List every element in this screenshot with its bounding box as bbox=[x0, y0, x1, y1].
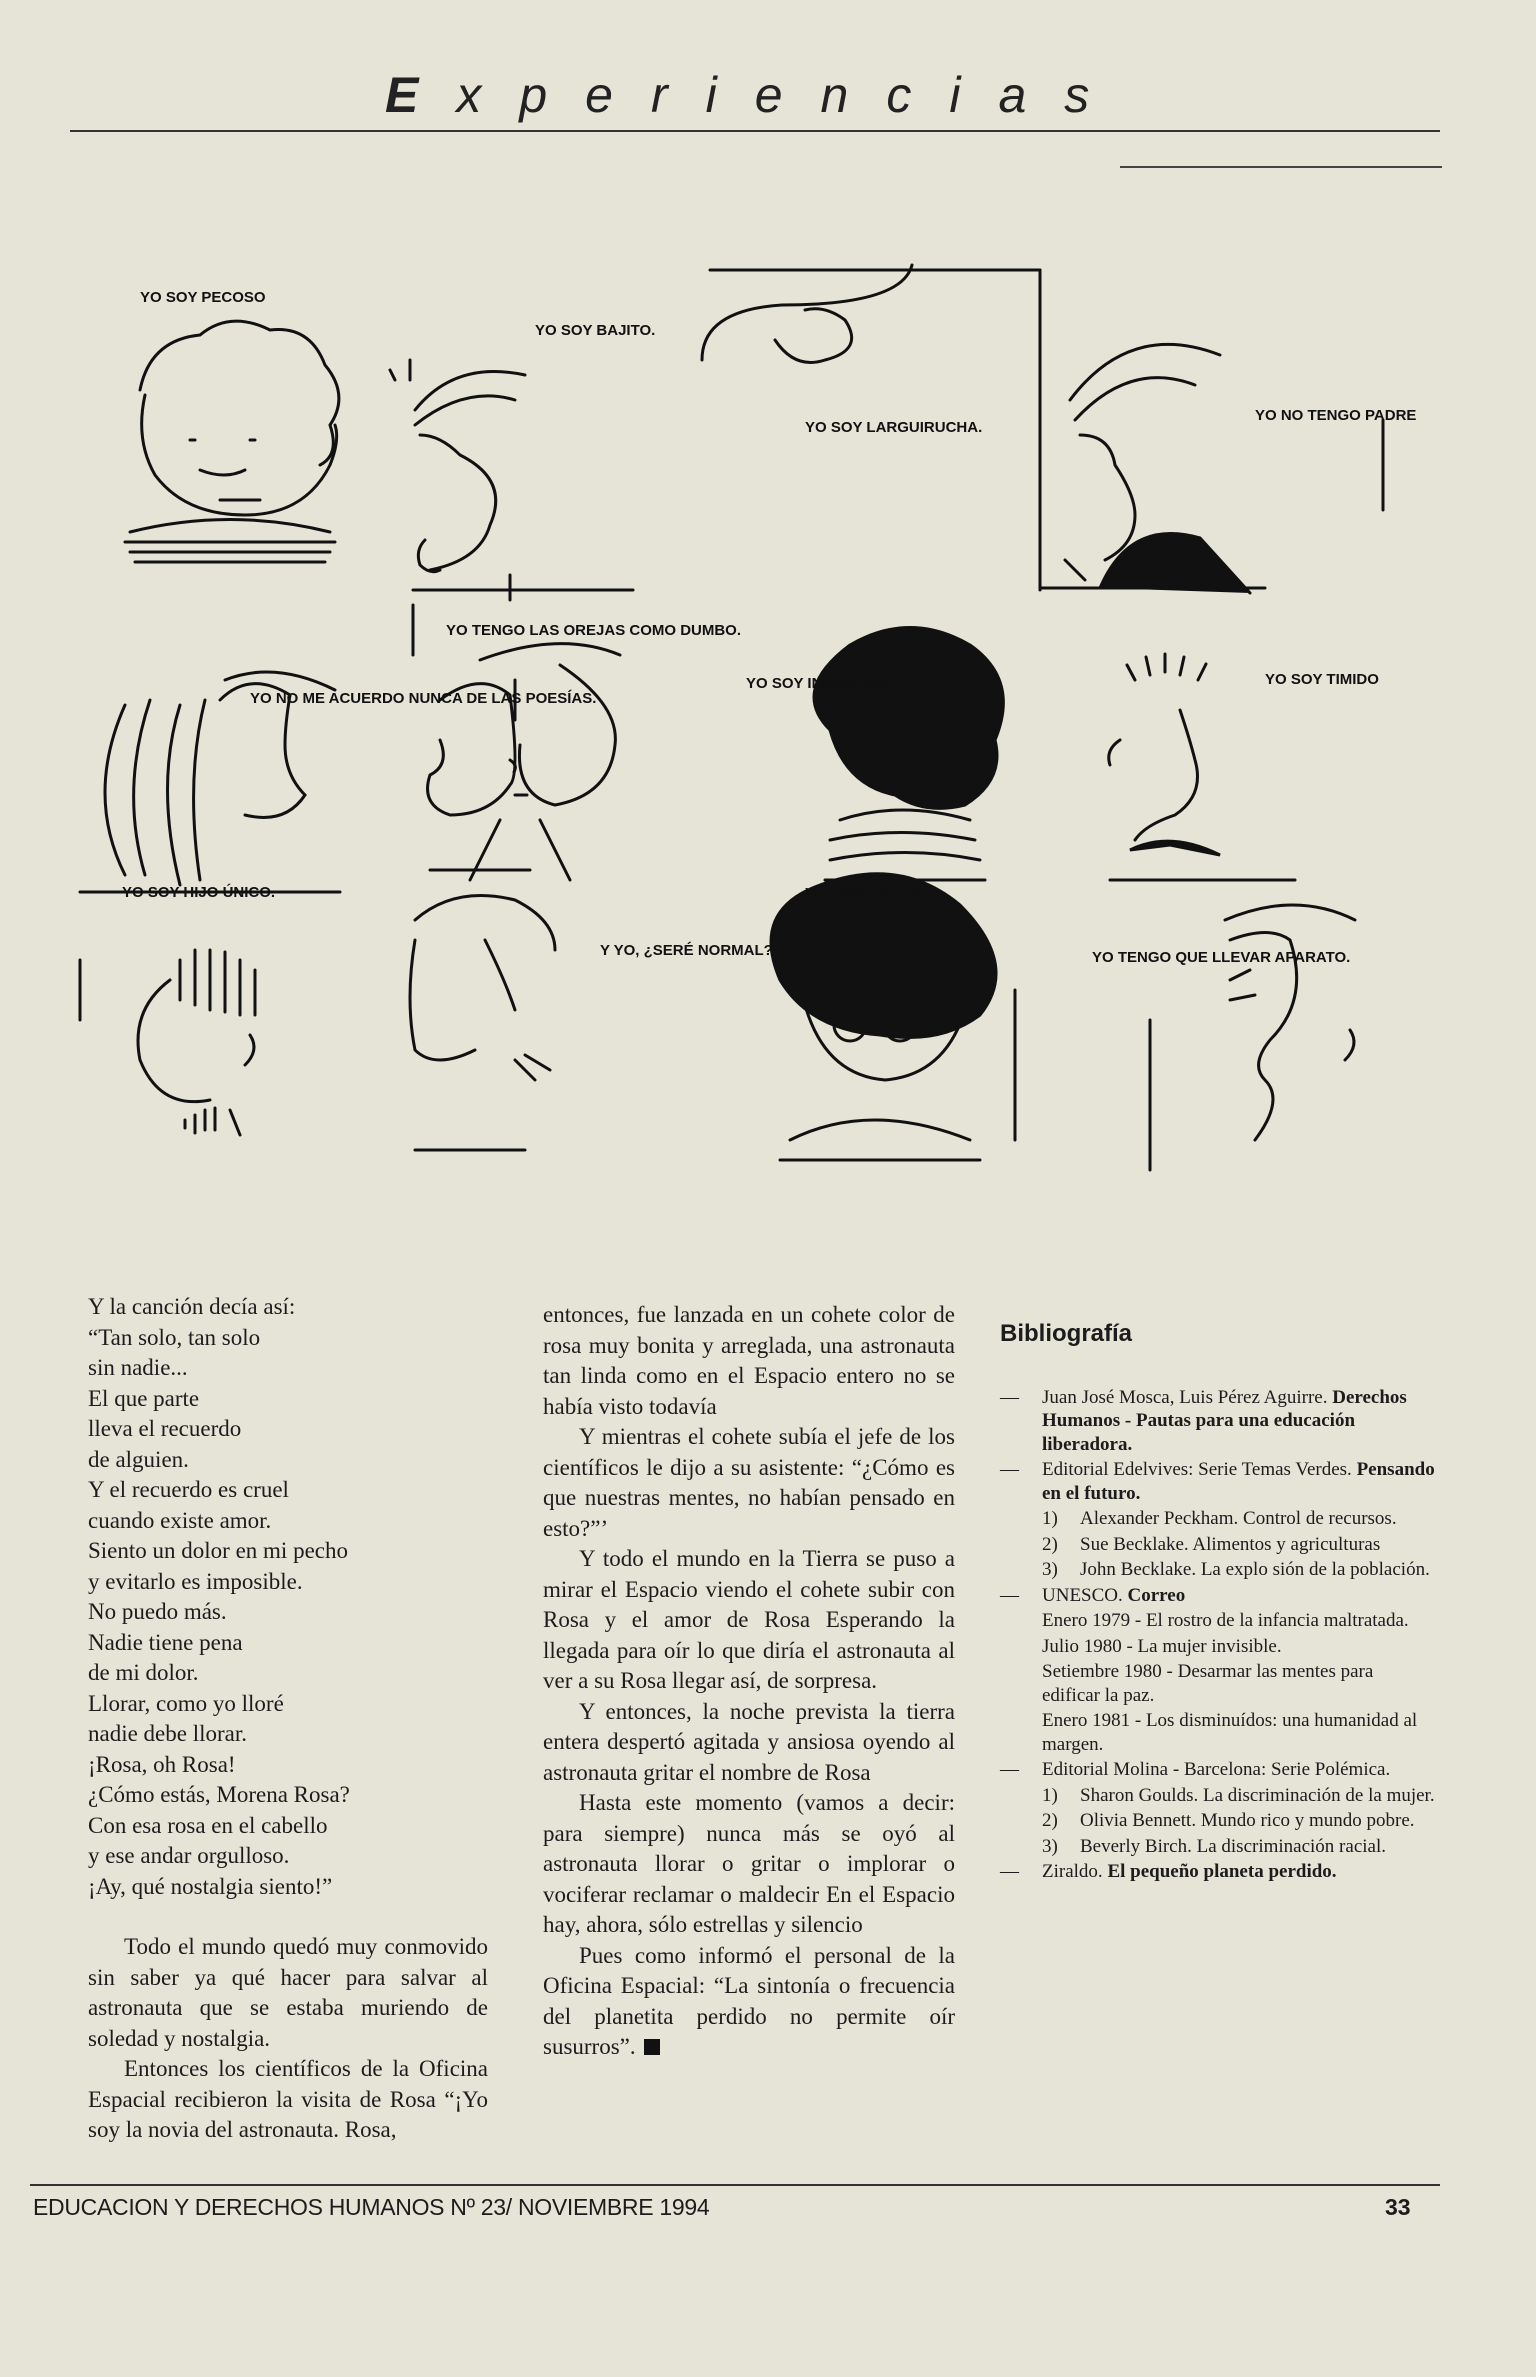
bibliography-list bbox=[1000, 1386, 1436, 1884]
entry-text: Setiembre 1980 - Desarmar las mentes para edificar la paz. bbox=[1042, 1661, 1374, 1706]
poem-line: y evitarlo es imposible. bbox=[88, 1568, 303, 1594]
bibliography-title: Bibliografía bbox=[1000, 1320, 1133, 1347]
comic-caption: YO SOY BAJITO. bbox=[535, 322, 656, 339]
bibliography-entry bbox=[1000, 1660, 1436, 1707]
entry-number: 3) bbox=[1042, 1559, 1058, 1580]
poem-line: ¡Rosa, oh Rosa! bbox=[88, 1751, 236, 1777]
entry-dash: — bbox=[1000, 1386, 1019, 1408]
entry-text: Olivia Bennett. Mundo rico y mundo pobre. bbox=[1080, 1810, 1415, 1831]
entry-title: El pequeño planeta perdido. bbox=[1107, 1861, 1337, 1882]
poem-line: Llorar, como yo lloré bbox=[88, 1690, 284, 1716]
comic-caption: YO SOY PECOSO bbox=[140, 289, 266, 306]
bibliography-entry bbox=[1000, 1835, 1436, 1859]
entry-dash: — bbox=[1000, 1584, 1019, 1606]
comic-caption: YO USO GAFAS. bbox=[805, 885, 924, 902]
paragraph: Y entonces, la noche prevista la tierra entera despertó agitada y ansiosa oyendo al astronauta gritar el nombre de Rosa bbox=[543, 1698, 955, 1785]
poem-line: El que parte bbox=[88, 1385, 200, 1411]
comic-panel-freckled-boy bbox=[125, 321, 339, 562]
entry-text: Ziraldo. bbox=[1042, 1861, 1103, 1882]
bibliography-entry bbox=[1000, 1458, 1436, 1505]
comic-panel-braces bbox=[1150, 905, 1355, 1170]
poem-line: nadie debe llorar. bbox=[88, 1721, 248, 1746]
entry-text: Enero 1979 - El rostro de la infancia maltratada. bbox=[1042, 1610, 1409, 1631]
comic-caption: YO TENGO QUE LLEVAR APARATO. bbox=[1092, 949, 1351, 966]
bibliography-entry bbox=[1000, 1584, 1436, 1608]
comic-strip bbox=[70, 260, 1460, 1180]
end-mark-icon bbox=[644, 2039, 660, 2055]
bibliography-entry bbox=[1000, 1758, 1436, 1782]
entry-number: 1) bbox=[1042, 1784, 1058, 1806]
bibliography-entry bbox=[1000, 1507, 1436, 1531]
bibliography-entry bbox=[1000, 1533, 1436, 1557]
poem-line: sin nadie... bbox=[88, 1355, 188, 1380]
header-rule-right bbox=[1120, 166, 1442, 168]
bibliography-entry bbox=[1000, 1558, 1436, 1582]
footer-rule bbox=[30, 2184, 1440, 2186]
entry-text: Editorial Molina - Barcelona: Serie Polémica. bbox=[1042, 1759, 1391, 1780]
entry-number: 3) bbox=[1042, 1835, 1058, 1857]
poem-line: ¡Ay, qué nostalgia siento!” bbox=[88, 1873, 333, 1899]
poem-line: “Tan solo, tan solo bbox=[88, 1324, 261, 1350]
paragraph: Y todo el mundo en la Tierra se puso a mirar el Espacio viendo el cohete subir con Rosa y el amor de Rosa Esperando la llegada para oír lo que diría el astronauta al ver a su Rosa llegar así, de sorpresa. bbox=[543, 1546, 955, 1693]
entry-dash: — bbox=[1000, 1861, 1019, 1882]
column-poem bbox=[88, 1292, 488, 2146]
column-story bbox=[543, 1300, 955, 2063]
entry-text: Alexander Peckham. Control de recursos. bbox=[1080, 1508, 1397, 1529]
entry-number: 2) bbox=[1042, 1533, 1058, 1555]
comic-panel-dumbo-ears bbox=[428, 644, 621, 880]
entry-text: Sharon Goulds. La discriminación de la mujer. bbox=[1080, 1784, 1435, 1806]
comic-panel-short-boy bbox=[390, 360, 525, 600]
header-rule bbox=[70, 130, 1440, 132]
poem-line: Y el recuerdo es cruel bbox=[88, 1477, 289, 1502]
poem-line: Nadie tiene pena bbox=[88, 1629, 243, 1655]
comic-caption: YO SOY TIMIDO bbox=[1265, 671, 1379, 688]
bibliography-entry bbox=[1000, 1709, 1436, 1756]
paragraph: entonces, fue lanzada en un cohete color de rosa muy bonita y arreglada, una astronauta tan linda como en el Espacio entero no se había visto todavía bbox=[543, 1302, 955, 1419]
entry-text: John Becklake. La explo sión de la población. bbox=[1080, 1559, 1430, 1580]
entry-title: Pensando en el futuro. bbox=[1042, 1459, 1435, 1504]
bibliography-entry bbox=[1000, 1784, 1436, 1808]
entry-number: 2) bbox=[1042, 1810, 1058, 1831]
paragraph: Hasta este momento (vamos a decir: para siempre) nunca más se oyó al astronauta llorar o gritar o implorar o vociferar reclamar o maldecir En el Espacio hay, ahora, sólo estrellas y silencio bbox=[543, 1790, 955, 1937]
bibliography-entry bbox=[1000, 1809, 1436, 1833]
paragraph: Entonces los científicos de la Oficina Espacial recibieron la visita de Rosa “¡Yo soy la novia del astronauta. Rosa, bbox=[88, 2056, 488, 2142]
page-number: 33 bbox=[1385, 2194, 1411, 2220]
bibliography bbox=[1000, 1322, 1436, 1886]
comic-panel-glasses bbox=[771, 874, 996, 1160]
poem-line: lleva el recuerdo bbox=[88, 1416, 242, 1441]
poem-line: ¿Cómo estás, Morena Rosa? bbox=[88, 1782, 350, 1807]
comic-panel-immigrant bbox=[814, 628, 1003, 881]
entry-text: UNESCO. bbox=[1042, 1584, 1123, 1606]
section-title: Experiencias bbox=[385, 67, 1128, 123]
comic-caption: YO SOY INMIGRANTE bbox=[746, 675, 903, 692]
poem-line: y ese andar orgulloso. bbox=[88, 1843, 290, 1868]
poem-line: de alguien. bbox=[88, 1446, 189, 1472]
poem-line: de mi dolor. bbox=[88, 1660, 199, 1685]
entry-text: Sue Becklake. Alimentos y agriculturas bbox=[1080, 1533, 1381, 1555]
poem bbox=[88, 1292, 488, 1902]
poem-line: cuando existe amor. bbox=[88, 1507, 272, 1533]
comic-panel-only-child bbox=[80, 950, 255, 1135]
entry-text: Juan José Mosca, Luis Pérez Aguirre. bbox=[1042, 1386, 1328, 1408]
comic-caption: YO NO ME ACUERDO NUNCA DE LAS POESÍAS. bbox=[250, 690, 597, 707]
entry-text: Editorial Edelvives: Serie Temas Verdes. bbox=[1042, 1459, 1352, 1480]
poem-line: Siento un dolor en mi pecho bbox=[88, 1538, 348, 1563]
bibliography-entry bbox=[1000, 1860, 1436, 1884]
entry-text: Julio 1980 - La mujer invisible. bbox=[1042, 1635, 1282, 1657]
bibliography-entry bbox=[1000, 1609, 1436, 1633]
entry-dash: — bbox=[1000, 1759, 1019, 1780]
paragraph: Y mientras el cohete subía el jefe de los científicos le dijo a su asistente: “¿Cómo es que nuestras mentes, no habían pensado en esto?”’ bbox=[543, 1424, 955, 1541]
comic-panel-normal bbox=[410, 896, 555, 1151]
poem-line: Con esa rosa en el cabello bbox=[88, 1812, 328, 1838]
bibliography-entry bbox=[1000, 1386, 1436, 1457]
entry-text: Enero 1981 - Los disminuídos: una humanidad al margen. bbox=[1042, 1710, 1418, 1755]
poem-line: Y la canción decía así: bbox=[88, 1294, 296, 1319]
bibliography-entry bbox=[1000, 1635, 1436, 1659]
entry-number: 1) bbox=[1042, 1508, 1058, 1529]
paragraph: Todo el mundo quedó muy conmovido sin saber ya qué hacer para salvar al astronauta que se estaba muriendo de soledad y nostalgia. bbox=[88, 1934, 488, 2051]
comic-caption: YO SOY HIJO ÚNICO. bbox=[122, 884, 276, 901]
comic-caption: YO NO TENGO PADRE bbox=[1255, 407, 1417, 424]
entry-text: Beverly Birch. La discriminación racial. bbox=[1080, 1835, 1386, 1857]
entry-title: Derechos Humanos - Pautas para una educación liberadora. bbox=[1042, 1386, 1407, 1455]
comic-caption: Y YO, ¿SERÉ NORMAL? bbox=[600, 942, 773, 959]
comic-caption: YO SOY LARGUIRUCHA. bbox=[805, 419, 983, 436]
column-1-prose bbox=[88, 1932, 488, 2146]
paragraph-last: Pues como informó el personal de la Oficina Espacial: “La sintonía o frecuencia del planetita perdido no permite oír susurros”. bbox=[543, 1942, 955, 2059]
footer-publication: EDUCACION Y DERECHOS HUMANOS Nº 23/ NOVIEMBRE 1994 bbox=[33, 2194, 710, 2220]
entry-dash: — bbox=[1000, 1459, 1019, 1480]
entry-title: Correo bbox=[1127, 1584, 1186, 1606]
poem-line: No puedo más. bbox=[88, 1599, 227, 1624]
comic-caption: YO TENGO LAS OREJAS COMO DUMBO. bbox=[446, 622, 742, 639]
